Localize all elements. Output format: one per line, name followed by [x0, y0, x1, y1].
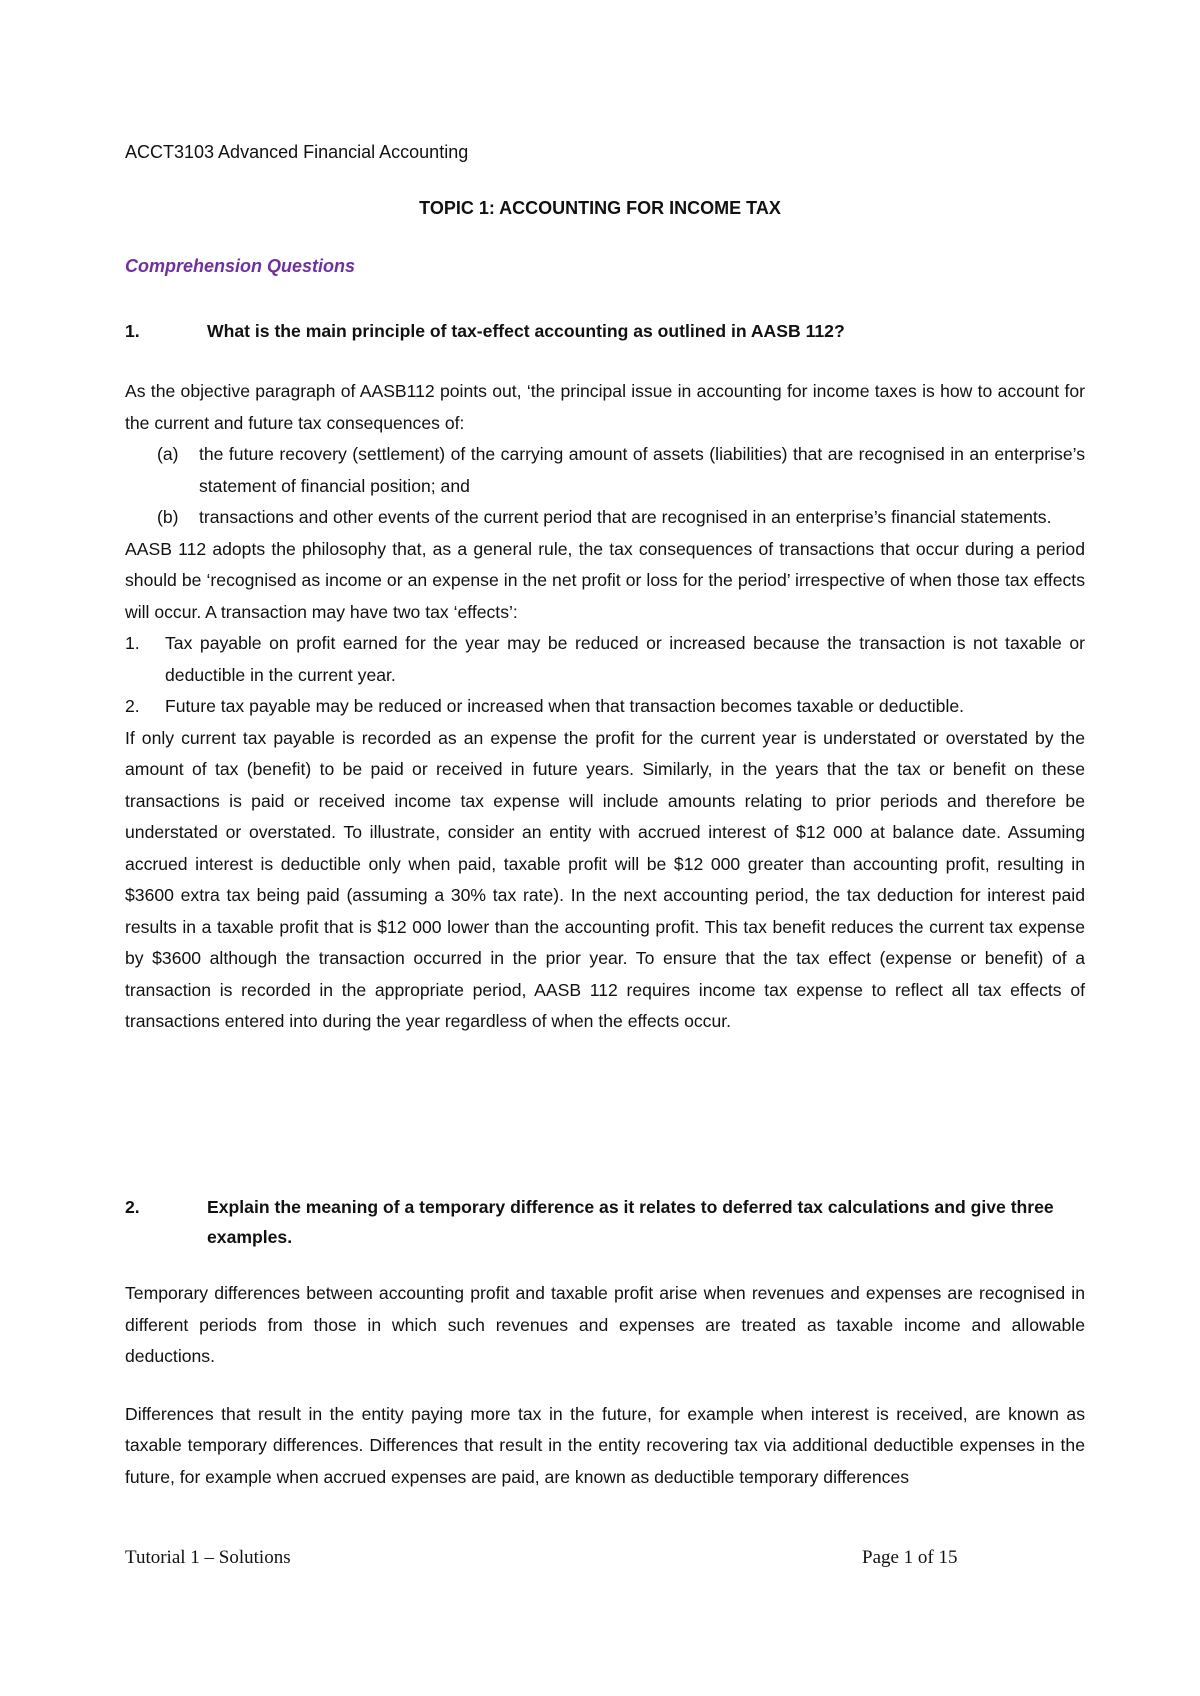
list-item — [125, 691, 1085, 723]
question-2-block — [125, 1192, 1085, 1493]
answer-paragraph: AASB 112 adopts the philosophy that, as a general rule, the tax consequences of transactions that occur during a period should be ‘recognised as income or an expense in the net profit or loss for the period’ irrespective of when those tax effects will occur. A transaction may have two tax ‘effects’: — [125, 538, 1085, 622]
question-2-heading — [125, 1192, 1085, 1252]
answer-paragraph: Differences that result in the entity paying more tax in the future, for example when interest is received, are known as taxable temporary differences. Differences that result in the entity recovering tax via additional deductible expenses in the future, for example when accrued expenses are paid, are known as deductible temporary differences — [125, 1403, 1085, 1487]
list-text: Tax payable on profit earned for the year may be reduced or increased because the transaction is not taxable or deductible in the current year. — [165, 633, 1085, 685]
topic-title: TOPIC 1: ACCOUNTING FOR INCOME TAX — [419, 198, 781, 218]
list-label: 1. — [125, 633, 140, 653]
list-label: (a) — [157, 444, 179, 464]
footer-title: Tutorial 1 – Solutions — [125, 1547, 291, 1568]
section-heading: Comprehension Questions — [125, 256, 356, 276]
page-number: Page 1 of 15 — [862, 1547, 958, 1568]
list-label: (b) — [157, 507, 179, 527]
list-item — [125, 628, 1085, 691]
answer-paragraph: If only current tax payable is recorded as an expense the profit for the current year is understated or overstated by the amount of tax (benefit) to be paid or received in future years. Similarly, in the years that the tax or benefit on these transactions is paid or received income tax expense will include amounts relating to prior periods and therefore be understated or overstated. To illustrate, consider an entity with accrued interest of $12 000 at balance date. Assuming accrued interest is deductible only when paid, taxable profit will be $12 000 greater than accounting profit, resulting in $3600 extra tax being paid (assuming a 30% tax rate). In the next accounting period, the tax deduction for interest paid results in a taxable profit that is $12 000 lower than the accounting profit. This tax benefit reduces the current tax expense by $3600 although the transaction occurred in the prior year. To ensure that the tax effect (expense or benefit) of a transaction is recorded in the appropriate period, AASB 112 requires income tax expense to reflect all tax effects of transactions entered into during the year regardless of when the effects occur. — [125, 727, 1085, 1031]
question-1-heading — [125, 316, 1085, 346]
question-number: 2. — [125, 1197, 140, 1217]
list-item — [125, 439, 1085, 502]
list-text: Future tax payable may be reduced or increased when that transaction becomes taxable or deductible. — [165, 696, 965, 716]
list-text: the future recovery (settlement) of the carrying amount of assets (liabilities) that are recognised in an enterprise’s statement of financial position; and — [199, 444, 1085, 496]
list-text: transactions and other events of the current period that are recognised in an enterprise’s financial statements. — [199, 507, 1052, 527]
question-1-block — [125, 316, 1085, 1038]
question-number: 1. — [125, 321, 140, 341]
answer-paragraph: Temporary differences between accounting profit and taxable profit arise when revenues and expenses are recognised in different periods from those in which such revenues and expenses are treated as taxable income and allowable deductions. — [125, 1283, 1085, 1366]
question-text: What is the main principle of tax-effect accounting as outlined in AASB 112? — [207, 321, 845, 341]
question-text: Explain the meaning of a temporary difference as it relates to deferred tax calculations and give three examples. — [207, 1197, 1054, 1247]
course-title: ACCT3103 Advanced Financial Accounting — [125, 142, 469, 162]
answer-paragraph: As the objective paragraph of AASB112 points out, ‘the principal issue in accounting for income taxes is how to account for the current and future tax consequences of: — [125, 381, 1085, 433]
list-item — [125, 502, 1085, 534]
list-label: 2. — [125, 696, 140, 716]
